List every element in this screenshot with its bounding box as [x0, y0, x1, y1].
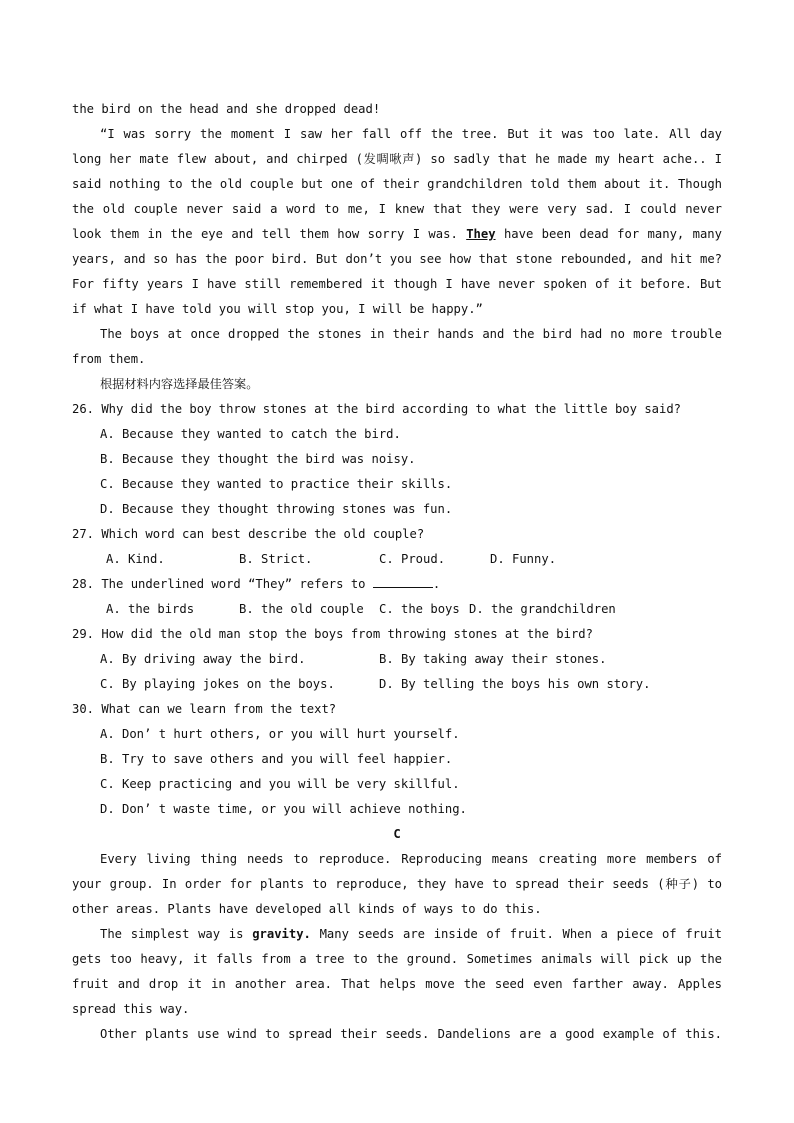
question-27-option-d: D. Funny. [490, 552, 557, 566]
question-26-stem: 26. Why did the boy throw stones at the bird according to what the little boy said? [72, 402, 682, 416]
question-28-option-a: A. the birds [106, 602, 195, 616]
question-26-option-d: D. Because they thought throwing stones was fun. [100, 502, 453, 516]
paragraph-1-text-a: “I was sorry the moment I saw her fall off the tree. But it was too late. All day long her mate flew about, and chirped (发啁啾声) so sadly that he made my heart ache.. I said nothing to the old couple but one of their grandchildren told them about it. Though the old couple never said a word to me, I knew that they were very sad. I could never look them in the eye and tell them how sorry I was. [72, 127, 722, 241]
question-29-option-d: D. By telling the boys his own story. [379, 677, 651, 691]
question-27-stem: 27. Which word can best describe the old couple? [72, 527, 425, 541]
passage-c-paragraph-2 [72, 922, 722, 1022]
bold-word-gravity: gravity. [252, 927, 311, 941]
question-27-options [72, 547, 722, 572]
passage-c-paragraph-1: Every living thing needs to reproduce. Reproducing means creating more members of your group. In order for plants to reproduce, they have to spread their seeds (种子) to other areas. Plants have developed all kinds of ways to do this. [72, 852, 722, 916]
answer-blank [373, 575, 433, 588]
question-27-option-b: B. Strict. [239, 552, 313, 566]
instruction-text: 根据材料内容选择最佳答案。 [100, 377, 259, 391]
question-28-option-b: B. the old couple [239, 602, 364, 616]
passage-b-first-line: the bird on the head and she dropped dead! [72, 102, 381, 116]
question-26-option-c: C. Because they wanted to practice their skills. [100, 477, 453, 491]
document-page [72, 97, 722, 1047]
question-30-option-d: D. Don’ t waste time, or you will achieve nothing. [100, 802, 467, 816]
question-27-option-a: A. Kind. [106, 552, 165, 566]
passage-b-paragraph-1 [72, 122, 722, 322]
underlined-word-they: They [466, 227, 496, 241]
paragraph-2-text-b: Many seeds are inside of fruit. When a piece of fruit gets too heavy, it falls from a tree to the ground. Sometimes animals will pick up the fruit and drop it in another area. That helps move the seed even farther away. Apples spread this way. [72, 927, 723, 1016]
question-28-option-d: D. the grandchildren [469, 602, 616, 616]
question-29-option-a: A. By driving away the bird. [100, 652, 306, 666]
passage-b-paragraph-2: The boys at once dropped the stones in their hands and the bird had no more trouble from them. [72, 327, 722, 366]
passage-c-heading: C [393, 827, 401, 841]
question-29-option-c: C. By playing jokes on the boys. [100, 677, 335, 691]
question-26-option-b: B. Because they thought the bird was noisy. [100, 452, 416, 466]
question-30-option-c: C. Keep practicing and you will be very skillful. [100, 777, 460, 791]
question-28-stem-period: . [432, 577, 441, 591]
question-29-options-row-2 [72, 672, 722, 697]
question-30-option-a: A. Don’ t hurt others, or you will hurt yourself. [100, 727, 460, 741]
question-29-option-b: B. By taking away their stones. [379, 652, 607, 666]
question-30-option-b: B. Try to save others and you will feel happier. [100, 752, 453, 766]
question-28-stem [72, 572, 722, 597]
passage-c-paragraph-3: Other plants use wind to spread their seeds. Dandelions are a good example of this. [100, 1027, 722, 1041]
question-26-option-a: A. Because they wanted to catch the bird. [100, 427, 401, 441]
paragraph-2-text-a: The simplest way is [100, 927, 244, 941]
question-27-option-c: C. Proud. [379, 552, 446, 566]
question-28-options [72, 597, 722, 622]
question-28-option-c: C. the boys [379, 602, 460, 616]
question-29-options-row-1 [72, 647, 722, 672]
question-29-stem: 29. How did the old man stop the boys from throwing stones at the bird? [72, 627, 593, 641]
question-30-stem: 30. What can we learn from the text? [72, 702, 337, 716]
paragraph-1-text-b: have been dead for many, many years, and so has the poor bird. But don’t you see how that stone rebounded, and hit me? For fifty years I have still remembered it though I have never spoken of it before. But if what I have told you will stop you, I will be happy.” [72, 227, 722, 316]
question-28-stem-text: 28. The underlined word “They” refers to [72, 577, 366, 591]
